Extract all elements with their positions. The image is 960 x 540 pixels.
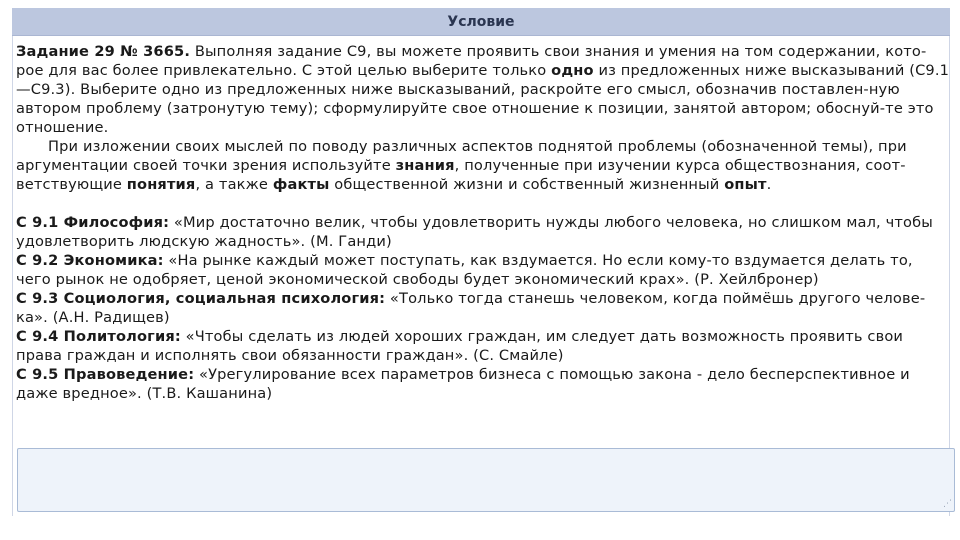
quote-item — [16, 365, 950, 403]
task-paragraph-2: При изложении своих мыслей по поводу различных аспектов поднятой проблемы (обозначенной темы), при аргументации своей точки зрения используйте знания, полученные при изучении курса обществознания, соот-ветствующие понятия, а также факты общественной жизни и собственный жизненный опыт. — [16, 138, 907, 193]
quote-text: «Мир достаточно велик, чтобы удовлетворить нужды любого человека, но слишком мал, чтобы удовлетворить людскую жадность». (М. Ганди) — [16, 214, 933, 250]
resize-grip-icon[interactable]: ⋰ — [943, 499, 952, 509]
quote-item — [16, 251, 950, 289]
quote-label: С 9.3 Социология, социальная психология: — [16, 290, 386, 307]
spacer — [16, 194, 950, 213]
condition-title: Условие — [447, 13, 515, 30]
quote-label: С 9.4 Политология: — [16, 328, 181, 345]
quote-item — [16, 289, 950, 327]
answer-textarea[interactable] — [17, 448, 955, 512]
quote-text: «Только тогда станешь человеком, когда поймёшь другого челове-ка». (А.Н. Радищев) — [16, 290, 926, 326]
task-number: Задание 29 № 3665. — [16, 43, 191, 60]
task-content — [16, 42, 950, 403]
quote-item — [16, 213, 950, 251]
task-paragraph-1: Задание 29 № 3665. Выполняя задание С9, вы можете проявить свои знания и умения на том содержании, кото-рое для вас более привлекательно. С этой целью выберите только одно из предложенных ниже высказываний (С9.1—С9.3). Выберите одно из предложенных ниже высказываний, раскройте его смысл, обозначив поставлен-ную автором проблему (затронутую тему); сформулируйте свое отношение к позиции, занятой автором; обоснуй-те это отношение. — [16, 43, 950, 136]
quote-label: С 9.1 Философия: — [16, 214, 170, 231]
quote-text: «На рынке каждый может поступать, как вздумается. Но если кому-то вздумается делать то, чего рынок не одобряет, ценой экономической свободы будет экономический крах». (Р. Хейлбронер) — [16, 252, 913, 288]
quote-item — [16, 327, 950, 365]
quote-label: С 9.2 Экономика: — [16, 252, 164, 269]
condition-header — [12, 8, 950, 36]
quote-label: С 9.5 Правоведение: — [16, 366, 195, 383]
quote-text: «Чтобы сделать из людей хороших граждан, им следует дать возможность проявить свои права граждан и исполнять свои обязанности граждан». (С. Смайле) — [16, 328, 904, 364]
quote-text: «Урегулирование всех параметров бизнеса с помощью закона - дело бесперспективное и даже вредное». (Т.В. Кашанина) — [16, 366, 910, 402]
